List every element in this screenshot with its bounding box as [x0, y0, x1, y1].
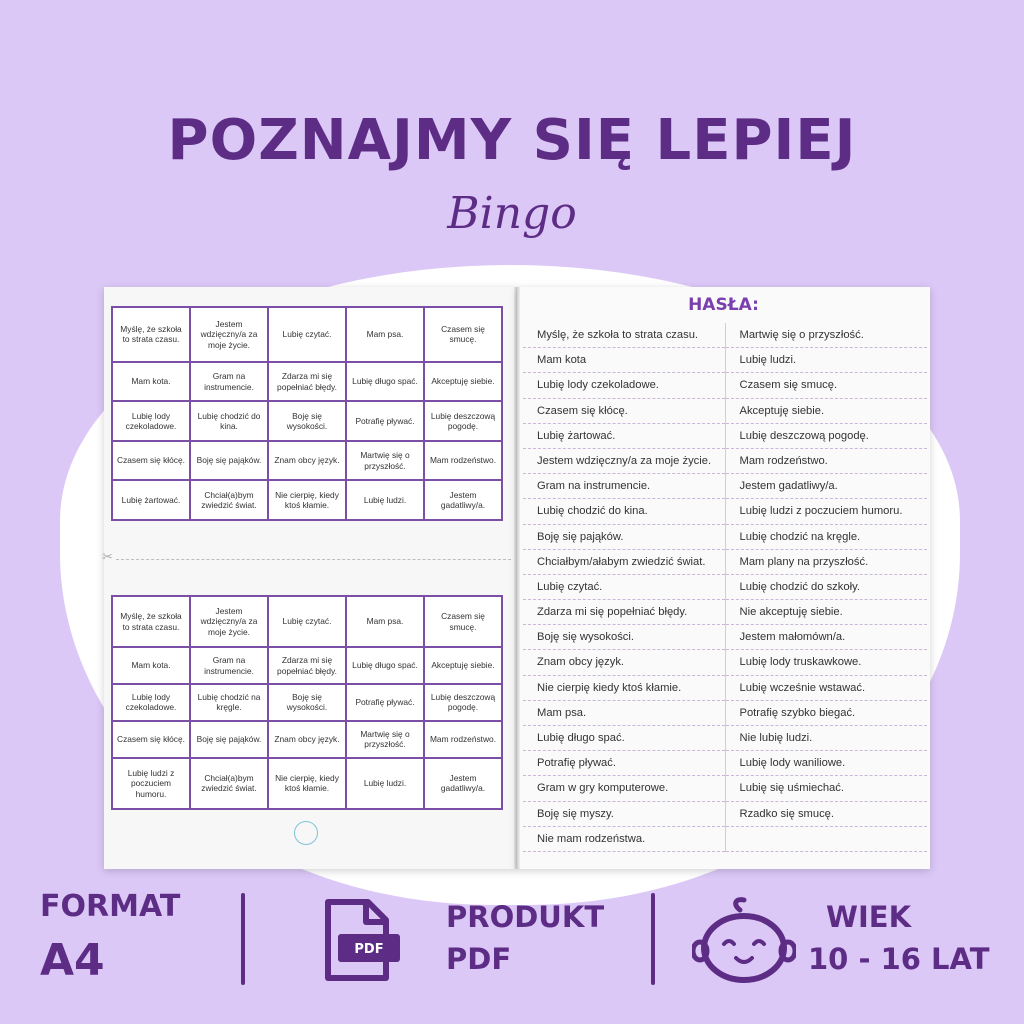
bingo-cell: Lubię deszczową pogodę.: [424, 684, 502, 721]
bingo-cell: Lubię żartować.: [112, 480, 190, 520]
product-value: PDF: [446, 942, 512, 976]
bingo-cell: Gram na instrumencie.: [190, 647, 268, 684]
phrase-item: Lubię chodzić do szkoły.: [726, 575, 928, 600]
phrase-item: Lubię żartować.: [523, 424, 725, 449]
bingo-cell: Lubię lody czekoladowe.: [112, 401, 190, 441]
phrase-item: Potrafię pływać.: [523, 751, 725, 776]
bingo-cell: Znam obcy język.: [268, 721, 346, 758]
bingo-cell: Lubię czytać.: [268, 596, 346, 647]
bingo-cell: Jestem wdzięczny/a za moje życie.: [190, 596, 268, 647]
phrase-item: Potrafię szybko biegać.: [726, 701, 928, 726]
phrase-item: Lubię długo spać.: [523, 726, 725, 751]
bingo-cell: Akceptuję siebie.: [424, 647, 502, 684]
phrases-list: [523, 323, 927, 852]
book-mockup: [104, 287, 930, 869]
bingo-cell: Czasem się kłócę.: [112, 721, 190, 758]
phrase-item: Lubię się uśmiechać.: [726, 776, 928, 801]
phrase-item: Gram na instrumencie.: [523, 474, 725, 499]
divider: [241, 893, 245, 985]
bingo-row: [112, 721, 502, 758]
phrase-item: Jestem gadatliwy/a.: [726, 474, 928, 499]
bingo-cell: Lubię deszczową pogodę.: [424, 401, 502, 441]
phrase-item: Mam plany na przyszłość.: [726, 550, 928, 575]
bingo-card: [111, 595, 503, 810]
bingo-cell: Lubię ludzi.: [346, 758, 424, 809]
cut-line: [116, 559, 511, 560]
phrase-item: Akceptuję siebie.: [726, 399, 928, 424]
bingo-cell: Zdarza mi się popełniać błędy.: [268, 362, 346, 402]
phrase-item: Myślę, że szkoła to strata czasu.: [523, 323, 725, 348]
age-label: WIEK: [826, 900, 912, 934]
phrase-item: Mam kota: [523, 348, 725, 373]
bingo-cell: Mam rodzeństwo.: [424, 441, 502, 481]
phrase-item: [726, 827, 928, 852]
phrases-column-right: [726, 323, 928, 852]
bingo-cell: Potrafię pływać.: [346, 401, 424, 441]
phrase-item: Martwię się o przyszłość.: [726, 323, 928, 348]
bingo-row: [112, 758, 502, 809]
phrase-item: Nie akceptuję siebie.: [726, 600, 928, 625]
bingo-cell: Czasem się smucę.: [424, 596, 502, 647]
bingo-cell: Martwię się o przyszłość.: [346, 721, 424, 758]
bingo-cell: Mam kota.: [112, 362, 190, 402]
bingo-row: [112, 480, 502, 520]
product-label: PRODUKT: [446, 900, 605, 934]
bingo-cell: Lubię chodzić na kręgle.: [190, 684, 268, 721]
bingo-cell: Chciał(a)bym zwiedzić świat.: [190, 480, 268, 520]
book-spine: [514, 287, 520, 869]
left-page: [104, 287, 517, 869]
bingo-cell: Martwię się o przyszłość.: [346, 441, 424, 481]
right-page: [517, 287, 930, 869]
scissors-icon: ✂: [102, 549, 113, 564]
bingo-cell: Mam kota.: [112, 647, 190, 684]
bingo-row: [112, 362, 502, 402]
phrase-item: Lubię lody truskawkowe.: [726, 650, 928, 675]
phrase-item: Rzadko się smucę.: [726, 802, 928, 827]
bingo-cell: Jestem gadatliwy/a.: [424, 480, 502, 520]
phrase-item: Nie lubię ludzi.: [726, 726, 928, 751]
bingo-cell: Nie cierpię, kiedy ktoś kłamie.: [268, 480, 346, 520]
bingo-row: [112, 596, 502, 647]
phrase-item: Gram w gry komputerowe.: [523, 776, 725, 801]
bingo-cell: Zdarza mi się popełniać błędy.: [268, 647, 346, 684]
bingo-cell: Mam psa.: [346, 596, 424, 647]
phrase-item: Nie cierpię kiedy ktoś kłamie.: [523, 676, 725, 701]
bingo-cell: Mam rodzeństwo.: [424, 721, 502, 758]
phrase-item: Mam psa.: [523, 701, 725, 726]
phrase-item: Nie mam rodzeństwa.: [523, 827, 725, 852]
bingo-cell: Znam obcy język.: [268, 441, 346, 481]
bingo-cell: Boję się wysokości.: [268, 401, 346, 441]
phrase-item: Boję się wysokości.: [523, 625, 725, 650]
phrase-item: Znam obcy język.: [523, 650, 725, 675]
divider: [651, 893, 655, 985]
bingo-cell: Myślę, że szkoła to strata czasu.: [112, 307, 190, 362]
bingo-cell: Lubię długo spać.: [346, 647, 424, 684]
bingo-cell: Boję się pająków.: [190, 721, 268, 758]
phrases-column-left: [523, 323, 726, 852]
bingo-row: [112, 684, 502, 721]
phrase-item: Lubię chodzić na kręgle.: [726, 525, 928, 550]
bingo-row: [112, 307, 502, 362]
bingo-cell: Jestem gadatliwy/a.: [424, 758, 502, 809]
bingo-cell: Lubię lody czekoladowe.: [112, 684, 190, 721]
format-label: FORMAT: [40, 889, 181, 924]
bingo-cell: Nie cierpię, kiedy ktoś kłamie.: [268, 758, 346, 809]
pdf-icon-label: PDF: [354, 942, 384, 957]
page-title: POZNAJMY SIĘ LEPIEJ: [167, 108, 857, 173]
bingo-cell: Lubię ludzi z poczuciem humoru.: [112, 758, 190, 809]
bingo-cell: Czasem się smucę.: [424, 307, 502, 362]
phrases-title: HASŁA:: [688, 295, 759, 315]
phrase-item: Jestem małomówn/a.: [726, 625, 928, 650]
phrase-item: Czasem się smucę.: [726, 373, 928, 398]
age-value: 10 - 16 LAT: [808, 942, 990, 976]
bingo-cell: Gram na instrumencie.: [190, 362, 268, 402]
phrase-item: Jestem wdzięczny/a za moje życie.: [523, 449, 725, 474]
baby-face-icon: [692, 896, 796, 986]
phrase-item: Lubię deszczową pogodę.: [726, 424, 928, 449]
pdf-file-icon: [318, 898, 404, 984]
bingo-cell: Jestem wdzięczny/a za moje życie.: [190, 307, 268, 362]
format-value: A4: [40, 935, 105, 986]
bingo-cell: Potrafię pływać.: [346, 684, 424, 721]
bingo-cell: Lubię ludzi.: [346, 480, 424, 520]
bingo-row: [112, 647, 502, 684]
brand-logo-icon: [294, 821, 318, 845]
bingo-row: [112, 401, 502, 441]
phrase-item: Mam rodzeństwo.: [726, 449, 928, 474]
bingo-cell: Lubię czytać.: [268, 307, 346, 362]
bingo-cell: Lubię długo spać.: [346, 362, 424, 402]
bingo-row: [112, 441, 502, 481]
bingo-cell: Myślę, że szkoła to strata czasu.: [112, 596, 190, 647]
phrase-item: Lubię lody czekoladowe.: [523, 373, 725, 398]
bingo-cell: Lubię chodzić do kina.: [190, 401, 268, 441]
phrase-item: Lubię ludzi.: [726, 348, 928, 373]
phrase-item: Lubię lody waniliowe.: [726, 751, 928, 776]
bingo-cell: Boję się pająków.: [190, 441, 268, 481]
phrase-item: Lubię chodzić do kina.: [523, 499, 725, 524]
phrase-item: Lubię czytać.: [523, 575, 725, 600]
bingo-cell: Mam psa.: [346, 307, 424, 362]
bingo-cell: Czasem się kłócę.: [112, 441, 190, 481]
page-subtitle: Bingo: [447, 188, 577, 239]
phrase-item: Zdarza mi się popełniać błędy.: [523, 600, 725, 625]
phrase-item: Lubię wcześnie wstawać.: [726, 676, 928, 701]
bingo-cell: Boję się wysokości.: [268, 684, 346, 721]
bingo-cell: Chciał(a)bym zwiedzić świat.: [190, 758, 268, 809]
bingo-card: [111, 306, 503, 521]
phrase-item: Boję się pająków.: [523, 525, 725, 550]
phrase-item: Boję się myszy.: [523, 802, 725, 827]
phrase-item: Lubię ludzi z poczuciem humoru.: [726, 499, 928, 524]
phrase-item: Chciałbym/ałabym zwiedzić świat.: [523, 550, 725, 575]
bingo-cell: Akceptuję siebie.: [424, 362, 502, 402]
phrase-item: Czasem się kłócę.: [523, 399, 725, 424]
